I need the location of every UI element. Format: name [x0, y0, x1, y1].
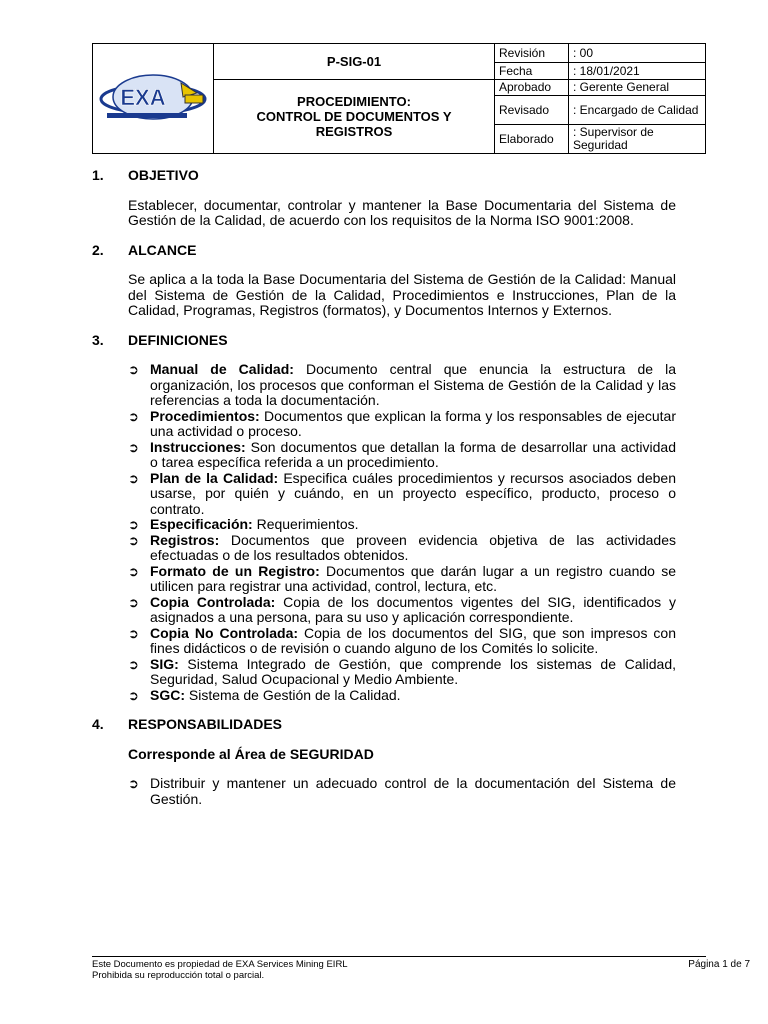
section-heading-alcance: 2. ALCANCE [92, 241, 197, 258]
responsibility-item: ➲ Distribuir y mantener un adecuado control de la documentación del Sistema de Gestión. [128, 775, 676, 807]
meta-value-fecha: : 18/01/2021 [569, 63, 706, 80]
title-line-3: REGISTROS [315, 124, 393, 139]
definition-item: ➲ SIG: Sistema Integrado de Gestión, que comprende los sistemas de Calidad, Seguridad, Salud Ocupacional y Medio Ambiente. [128, 655, 676, 687]
meta-value-revisado: : Encargado de Calidad [569, 96, 706, 125]
section-heading-definiciones: 3. DEFINICIONES [92, 331, 228, 348]
footer-reproduction-note: Prohibida su reproducción total o parcial. [92, 970, 265, 981]
document-header-table [92, 43, 706, 154]
arrow-bullet-icon: ➲ [128, 470, 139, 486]
definition-item: ➲ Plan de la Calidad: Especifica cuáles procedimientos y recursos asociados deben usarse, por quién y cuándo, en un proyecto específico, producto, proceso o contrato. [128, 469, 676, 517]
section-heading-responsabilidades: 4. RESPONSABILIDADES [92, 716, 283, 732]
arrow-bullet-icon: ➲ [128, 625, 139, 641]
definition-item: ➲ Especificación: Requerimientos. [128, 516, 359, 532]
document-title [214, 80, 495, 154]
definition-item: ➲ Registros: Documentos que proveen evidencia objetiva de las actividades efectuadas o de los resultados obtenidos. [128, 531, 676, 563]
meta-value-revision: : 00 [569, 44, 706, 63]
section-subtitle-area: Corresponde al Área de SEGURIDAD [128, 745, 374, 762]
company-logo-icon [97, 67, 209, 127]
definition-item: ➲ Manual de Calidad: Documento central que enuncia la estructura de la organización, los procesos que conforman el Sistema de Gestión de la Calidad y las referencias a toda la documentación. [128, 361, 677, 408]
meta-label-revisado: Revisado [495, 96, 569, 125]
arrow-bullet-icon: ➲ [128, 563, 139, 579]
section-text-objetivo: Establecer, documentar, controlar y mantener la Base Documentaria del Sistema de Gestión de la Calidad, de acuerdo con los requisitos de la Norma ISO 9001:2008. [128, 196, 676, 228]
meta-label-revision: Revisión [495, 44, 569, 63]
arrow-bullet-icon: ➲ [128, 687, 139, 703]
definition-item: ➲ Formato de un Registro: Documentos que darán lugar a un registro cuando se utilicen para registrar una actividad, control, lectura, etc. [128, 562, 677, 594]
document-code: P-SIG-01 [214, 44, 495, 80]
svg-text:EXA: EXA [120, 85, 166, 110]
responsibilities-list [128, 776, 676, 807]
meta-label-elaborado: Elaborado [495, 125, 569, 154]
document-body [92, 168, 676, 821]
arrow-bullet-icon: ➲ [128, 362, 139, 377]
page-number: Página 1 de 7 [688, 959, 750, 970]
definition-item: ➲ Instrucciones: Son documentos que detallan la forma de desarrollar una actividad o tarea específica referida a un procedimiento. [128, 438, 676, 470]
meta-label-aprobado: Aprobado [495, 80, 569, 96]
definition-item: ➲ Copia No Controlada: Copia de los documentos del SIG, que son impresos con fines didácticos o de revisión o cuando alguno de los Comités lo solicite. [128, 624, 677, 656]
meta-value-aprobado: : Gerente General [569, 80, 706, 96]
arrow-bullet-icon: ➲ [128, 439, 139, 455]
arrow-bullet-icon: ➲ [128, 408, 139, 424]
arrow-bullet-icon: ➲ [128, 532, 139, 548]
meta-label-fecha: Fecha [495, 63, 569, 80]
meta-value-elaborado: : Supervisor de Seguridad [569, 125, 706, 154]
footer-ownership-note: Este Documento es propiedad de EXA Services Mining EIRL [92, 959, 348, 970]
title-line-1: PROCEDIMIENTO: [297, 94, 411, 109]
definition-item: ➲ Procedimientos: Documentos que explican la forma y los responsables de ejecutar una actividad o proceso. [128, 407, 676, 439]
section-text-alcance: Se aplica a la toda la Base Documentaria del Sistema de Gestión de la Calidad: Manual del Sistema de Gestión de la Calidad, Procedimientos e Instrucciones, Plan de la Calidad, Programas, Registros (formatos), y Documentos Internos y Externos. [128, 271, 676, 318]
arrow-bullet-icon: ➲ [128, 776, 139, 791]
title-line-2: CONTROL DE DOCUMENTOS Y [256, 109, 452, 124]
page-footer [92, 956, 750, 981]
definition-item: ➲ Copia Controlada: Copia de los documentos vigentes del SIG, identificados y asignados a una persona, para su uso y aplicación correspondiente. [128, 593, 677, 625]
arrow-bullet-icon: ➲ [128, 517, 139, 532]
section-heading-objetivo: 1. OBJETIVO [92, 167, 199, 183]
definition-item: ➲ SGC: Sistema de Gestión de la Calidad. [128, 686, 401, 703]
company-logo-cell [93, 44, 214, 154]
definitions-list [128, 362, 676, 703]
arrow-bullet-icon: ➲ [128, 594, 139, 610]
arrow-bullet-icon: ➲ [128, 656, 139, 672]
